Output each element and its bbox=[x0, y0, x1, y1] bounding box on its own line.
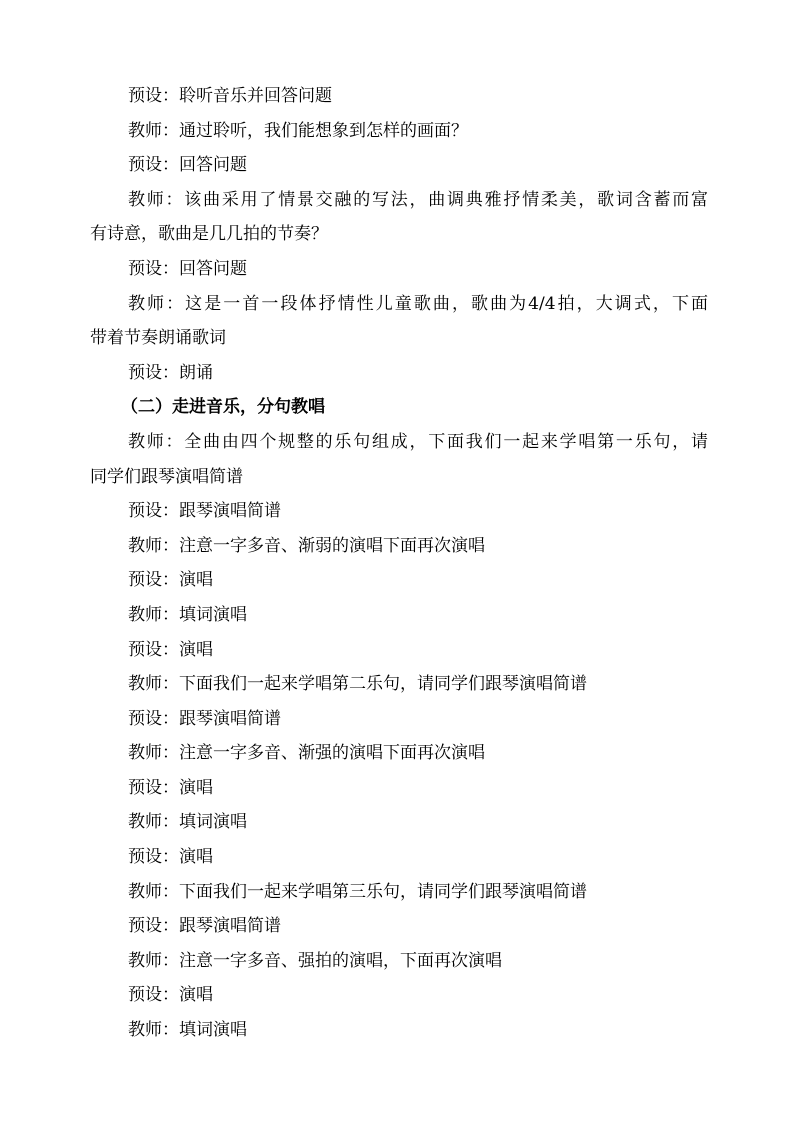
section-heading: （二）走进音乐，分句教唱 bbox=[121, 397, 325, 418]
dialogue-line: 教师：这是一首一段体抒情性儿童歌曲，歌曲为4/4拍，大调式，下面 bbox=[128, 293, 708, 314]
dialogue-line: 预设：回答问题 bbox=[128, 155, 247, 176]
dialogue-line: 教师：下面我们一起来学唱第三乐句，请同学们跟琴演唱简谱 bbox=[128, 881, 587, 902]
dialogue-line: 预设：跟琴演唱简谱 bbox=[128, 501, 281, 522]
dialogue-line: 预设：跟琴演唱简谱 bbox=[128, 708, 281, 729]
dialogue-line: 教师：填词演唱 bbox=[128, 604, 247, 625]
dialogue-line: 预设：演唱 bbox=[128, 985, 213, 1006]
dialogue-line: 教师：填词演唱 bbox=[128, 812, 247, 833]
dialogue-line: 教师：该曲采用了情景交融的写法，曲调典雅抒情柔美，歌词含蓄而富 bbox=[128, 189, 708, 210]
dialogue-line: 教师：填词演唱 bbox=[128, 1020, 247, 1041]
dialogue-line: 教师：注意一字多音、强拍的演唱，下面再次演唱 bbox=[128, 950, 502, 971]
dialogue-line: 预设：回答问题 bbox=[128, 258, 247, 279]
dialogue-line: 教师：通过聆听，我们能想象到怎样的画面？ bbox=[128, 120, 468, 141]
dialogue-line: 教师：注意一字多音、渐弱的演唱下面再次演唱 bbox=[128, 535, 485, 556]
dialogue-line: 预设：演唱 bbox=[128, 570, 213, 591]
dialogue-line-continuation: 同学们跟琴演唱简谱 bbox=[90, 466, 243, 487]
dialogue-line: 教师：下面我们一起来学唱第二乐句，请同学们跟琴演唱简谱 bbox=[128, 674, 587, 695]
dialogue-line-continuation: 有诗意，歌曲是几几拍的节奏？ bbox=[90, 224, 328, 245]
dialogue-line-continuation: 带着节奏朗诵歌词 bbox=[90, 328, 226, 349]
dialogue-line: 预设：演唱 bbox=[128, 777, 213, 798]
dialogue-line: 预设：跟琴演唱简谱 bbox=[128, 916, 281, 937]
dialogue-line: 预设：演唱 bbox=[128, 639, 213, 660]
dialogue-line: 预设：演唱 bbox=[128, 847, 213, 868]
dialogue-line: 预设：聆听音乐并回答问题 bbox=[128, 86, 332, 106]
dialogue-line: 教师：全曲由四个规整的乐句组成，下面我们一起来学唱第一乐句，请 bbox=[128, 431, 708, 452]
dialogue-line: 预设：朗诵 bbox=[128, 362, 213, 383]
dialogue-line: 教师：注意一字多音、渐强的演唱下面再次演唱 bbox=[128, 743, 485, 764]
document-page bbox=[90, 79, 708, 1048]
